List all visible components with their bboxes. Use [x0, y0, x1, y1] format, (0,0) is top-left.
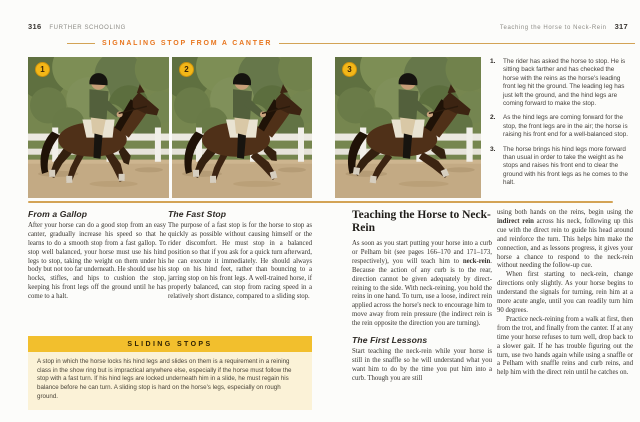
text-segment: As soon as you start putting your horse into a curb or Pelham bit (see pages 166–170 and 171–173, respectively), you will teach him to [352, 240, 492, 265]
photo-frame [28, 57, 169, 198]
photo-frame [172, 57, 312, 198]
section-title: SIGNALING STOP FROM A CANTER [102, 40, 273, 47]
right-column-1 [352, 209, 492, 384]
left-running-head-text: FURTHER SCHOOLING [49, 25, 126, 31]
right-running-head [500, 22, 628, 31]
text-segment: across his neck, following up this cue with the direct rein to guide his head around and reinforce the turn. This helps him make the connection, and as lessons progress, it gives your horse a chance to respond to the neck-rein without needing the follow-up cue. [497, 217, 633, 270]
divider-rule [28, 201, 613, 203]
caption-text: The horse brings his hind legs more forward than usual in order to take the weight as he stops and raises his front end to clear the ground with his front legs as he comes to the halt. [503, 145, 628, 187]
caption-item [490, 146, 629, 188]
body-text [352, 240, 492, 329]
rule-dash [67, 43, 95, 45]
bold-term: neck-rein [462, 257, 491, 265]
body-text: Practice neck-reining from a walk at first, then from the trot, and finally from the canter. If at any time your horse refuses to turn well, drop back to a slower gait. If he has trouble figuring out the turn, use two hands again while using a snaffle or a Pelham with snaffle reins and curb reins, and help him with the direct rein until he catches on. [497, 315, 633, 377]
horse-photo-illustration [172, 57, 312, 198]
photo-stop-sequence-1 [28, 57, 169, 198]
photo-number-badge: 3 [342, 62, 357, 77]
body-text: After your horse can do a good stop from an easy canter, gradually increase his speed so that he learns to do a smooth stop from a fast gallop. To stop well balanced, your horse must use his hind legs to stop, taking the weight on them under his body but not too far underneath. He should use his hocks, stifles, and hips to cushion the stop, keeping his front legs off the ground until he has come to a halt. [28, 221, 166, 301]
body-text [497, 209, 633, 271]
horse-photo-illustration [335, 57, 481, 198]
left-column-2 [168, 210, 312, 302]
caption-number: 2. [490, 114, 496, 122]
caption-text: The rider has asked the horse to stop. He is sitting back farther and has checked the horse with the reins as the horse's leading front leg hit the ground. The leading leg has just left the ground, and the hind legs are coming forward to make the stop. [503, 58, 626, 108]
caption-text: As the hind legs are coming forward for the stop, the front legs are in the air; the horse is raising his front end for a well-balanced stop. [503, 114, 628, 139]
chapter-heading: Teaching the Horse to Neck-Rein [352, 209, 491, 234]
right-page-number: 317 [614, 22, 628, 31]
right-running-head-text: Teaching the Horse to Neck-Rein [499, 25, 607, 31]
sand-ground [28, 160, 169, 198]
sand-ground [172, 160, 312, 198]
left-page-number: 316 [28, 22, 42, 31]
text-segment: . Because the action of any curb is to the rear, direction cannot be given adequately by direct-reining to the side. With neck-reining, you hold the reins in one hand. To turn, use a loose, indirect rein applied across the horse's neck to encourage him to move away from rein pressure (the indirect rein is the rein opposite the direction you are turning). [352, 257, 492, 328]
caption-number: 3. [490, 145, 496, 153]
photo-stop-sequence-3 [335, 57, 481, 198]
right-column-2 [497, 209, 633, 378]
bold-term: indirect rein [497, 217, 534, 225]
subheading-first-lessons: The First Lessons [352, 335, 428, 346]
caption-item [490, 58, 629, 108]
left-running-head [28, 22, 126, 31]
photo-number-badge: 2 [179, 62, 194, 77]
photo-caption-list [490, 58, 629, 194]
sliding-stops-box-header [28, 336, 312, 352]
rule-line [279, 43, 635, 45]
text-segment: using both hands on the reins, begin using the [497, 209, 633, 216]
caption-number: 1. [490, 58, 496, 65]
caption-item [490, 114, 629, 139]
sliding-stops-box [28, 336, 312, 410]
left-column-1 [28, 210, 166, 302]
subheading-the-fast-stop: The Fast Stop [168, 209, 227, 219]
subheading-from-a-gallop: From a Gallop [28, 209, 88, 219]
horse-photo-illustration [28, 57, 169, 198]
photo-stop-sequence-2 [172, 57, 312, 198]
sliding-stops-body: A stop in which the horse locks his hind legs and slides on them is a requirement in a reining class in the show ring but is impractical anywhere else, especially if the horse must follow the stop with a fast turn. If his hind legs are locked underneath him in a slide, he must regain his balance before he can turn. A sliding stop is hard on the horse's legs, especially on rough ground. [28, 352, 312, 410]
sliding-stops-title: SLIDING STOPS [127, 340, 213, 348]
photo-number-badge: 1 [35, 62, 50, 77]
body-text: The purpose of a fast stop is for the horse to stop as quickly as possible without causing himself or the rider discomfort. He must stop in a balanced position so that if you ask for a quick turn afterward, he can execute it immediately. He should always stop on his hind feet, rather than bouncing to a jarring stop on his front legs. A well-trained horse, if properly balanced, can stop from racing speed in a relatively short distance, compared to a sliding stop. [168, 221, 312, 301]
body-text: When first starting to neck-rein, change directions only slightly. As your horse begins to understand the signals for turning, rein him at a more acute angle, until you can readily turn him 90 degrees. [497, 271, 633, 314]
sand-ground [335, 160, 481, 198]
body-text: Start teaching the neck-rein while your horse is still in the snaffle so he will understand what you want him to do by the time you put him into a curb. Though you are still [352, 347, 492, 382]
section-title-rule [67, 40, 635, 47]
photo-frame [335, 57, 481, 198]
